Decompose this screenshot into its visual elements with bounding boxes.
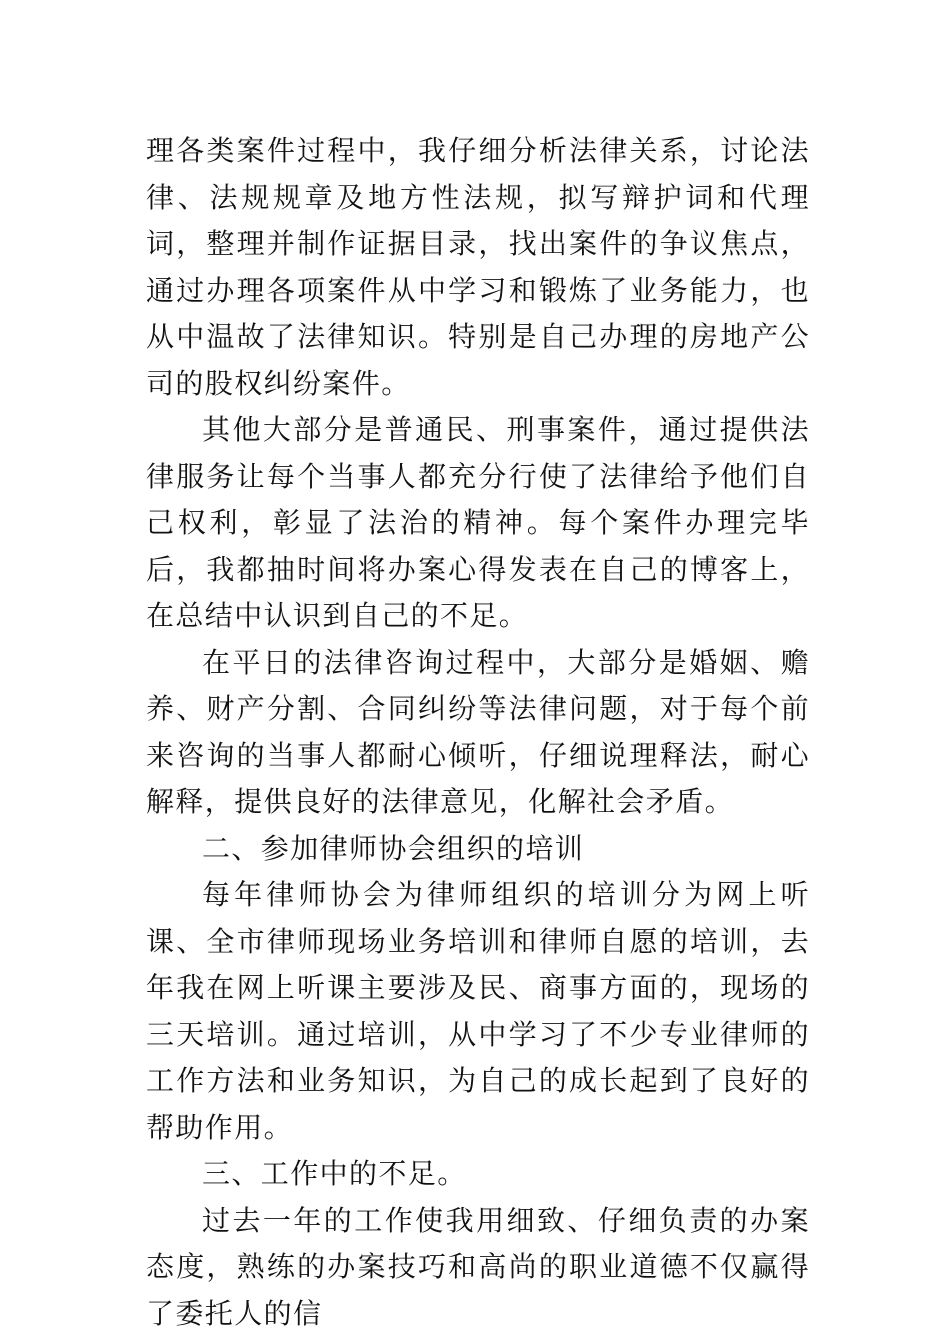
paragraph: 过去一年的工作使我用细致、仔细负责的办案态度，熟练的办案技巧和高尚的职业道德不仅赢得了委托人的信 bbox=[146, 1203, 810, 1330]
paragraph: 其他大部分是普通民、刑事案件，通过提供法律服务让每个当事人都充分行使了法律给予他们自己权利，彰显了法治的精神。每个案件办理完毕后，我都抽时间将办案心得发表在自己的博客上，在总结中认识到自己的不足。 bbox=[146, 413, 810, 632]
paragraph: 每年律师协会为律师组织的培训分为网上听课、全市律师现场业务培训和律师自愿的培训，去年我在网上听课主要涉及民、商事方面的，现场的三天培训。通过培训，从中学习了不少专业律师的工作方法和业务知识，为自己的成长起到了良好的帮助作用。 bbox=[146, 878, 810, 1144]
document-body bbox=[146, 128, 810, 1337]
paragraph: 在平日的法律咨询过程中，大部分是婚姻、赡养、财产分割、合同纠纷等法律问题，对于每个前来咨询的当事人都耐心倾听，仔细说理释法，耐心解释，提供良好的法律意见，化解社会矛盾。 bbox=[146, 645, 810, 818]
paragraph: 理各类案件过程中，我仔细分析法律关系，讨论法律、法规规章及地方性法规，拟写辩护词和代理词，整理并制作证据目录，找出案件的争议焦点，通过办理各项案件从中学习和锻炼了业务能力，也从中温故了法律知识。特别是自己办理的房地产公司的股权纠纷案件。 bbox=[146, 134, 810, 400]
section-heading: 三、工作中的不足。 bbox=[202, 1157, 467, 1190]
section-heading: 二、参加律师协会组织的培训 bbox=[202, 831, 585, 865]
